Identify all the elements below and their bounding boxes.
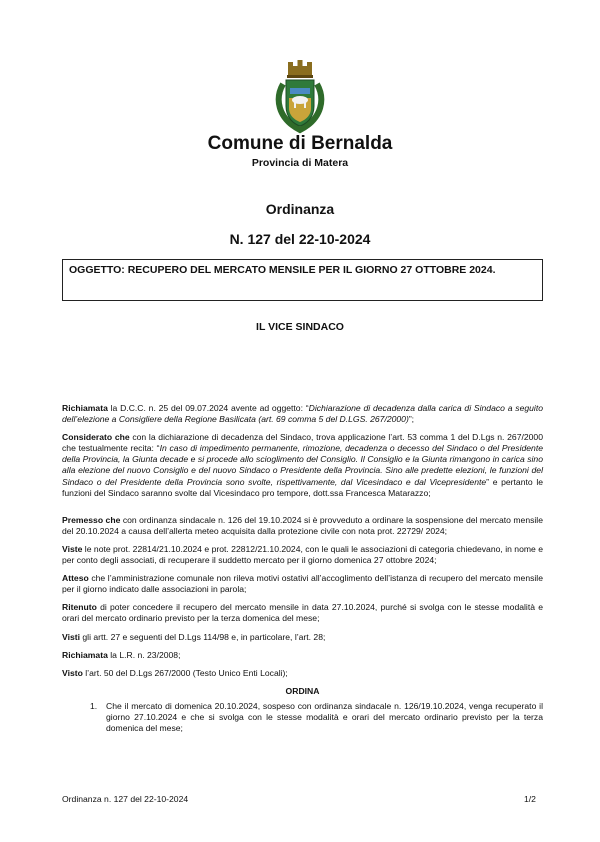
subject-box — [62, 259, 543, 301]
paragraph-richiamata: Richiamata la D.C.C. n. 25 del 09.07.2024 avente ad oggetto: “Dichiarazione di decadenza dalla carica di Sindaco a seguito dell’elezione a Consigliere della Regione Basilicata (art. 69 comma 5 del D.LGS. 267/2000)”; — [62, 403, 543, 425]
province-name: Provincia di Matera — [251, 157, 349, 169]
paragraph-premesso: Premesso che con ordinanza sindacale n. 126 del 19.10.2024 si è provveduto a ordinare la sospensione del mercato mensile del 20.10.2024 a causa dell’allerta meteo acquisita dalla protezione civile con nota prot. 22729/ 2024; — [62, 514, 543, 536]
paragraph-visto: Visto l’art. 50 del D.Lgs 267/2000 (Testo Unico Enti Locali); — [62, 667, 288, 678]
municipal-crest — [273, 58, 327, 134]
paragraph-richiamata-lr: Richiamata la L.R. n. 23/2008; — [62, 649, 181, 660]
paragraph-visti: Visti gli artt. 27 e seguenti del D.Lgs 114/98 e, in particolare, l’art. 28; — [62, 631, 326, 642]
page-number: 1/2 — [524, 794, 536, 804]
authority-heading: IL VICE SINDACO — [256, 321, 344, 333]
document-type: Ordinanza — [265, 201, 335, 217]
paragraph-atteso: Atteso che l’amministrazione comunale non rileva motivi ostativi all’accoglimento dell’istanza di recupero del mercato mensile per il giorno indicato dalle associazioni in parola; — [62, 573, 543, 595]
paragraph-ritenuto: Ritenuto di poter concedere il recupero del mercato mensile in data 27.10.2024, purché si svolga con le stesse modalità e orari del mercato ordinario previsto per la terza domenica del mese; — [62, 602, 543, 624]
paragraph-considerato: Considerato che con la dichiarazione di decadenza del Sindaco, trova applicazione l’art. 53 comma 1 del D.Lgs n. 267/2000 che testualmente recita: “In caso di impedimento permanente, rimozione, decadenza o decesso del Sindaco o del Presidente della Provincia, la Giunta decade e si procede allo scioglimento del Consiglio. Il Consiglio e la Giunta rimangono in carica sino alla elezione del nuovo Consiglio e del nuovo Sindaco o Presidente della Provincia. Sino alle predette elezioni, le funzioni del Sindaco o del Presidente della Provincia sono svolte, rispettivamente, dal Vicesindaco e dal Vicepresidente” e pertanto le funzioni del Sindaco saranno svolte dal Vicesindaco pro tempore, dott.ssa Francesca Matarazzo; — [62, 432, 544, 498]
list-item: 1. Che il mercato di domenica 20.10.2024, sospeso con ordinanza sindacale n. 126/19.10.2024, venga recuperato il giorno 27.10.2024 e che si svolga con le stesse modalità e orari del mercato ordinario previsto per la terza domenica del mese; — [90, 700, 543, 734]
document-body — [62, 403, 543, 734]
footer-reference: Ordinanza n. 127 del 22-10-2024 — [62, 794, 189, 804]
town-name: Comune di Bernalda — [207, 133, 393, 154]
paragraph-viste: Viste le note prot. 22814/21.10.2024 e prot. 22812/21.10.2024, con le quali le associazioni di categoria chiedevano, in nome e per conto degli associati, di recuperare il suddetto mercato per il giorno domenica 27 ottobre 2024; — [62, 543, 543, 566]
ordina-heading: ORDINA — [285, 685, 320, 696]
document-number: N. 127 del 22-10-2024 — [229, 231, 371, 247]
subject-text: OGGETTO: RECUPERO DEL MERCATO MENSILE PER IL GIORNO 27 OTTOBRE 2024. — [69, 264, 496, 276]
